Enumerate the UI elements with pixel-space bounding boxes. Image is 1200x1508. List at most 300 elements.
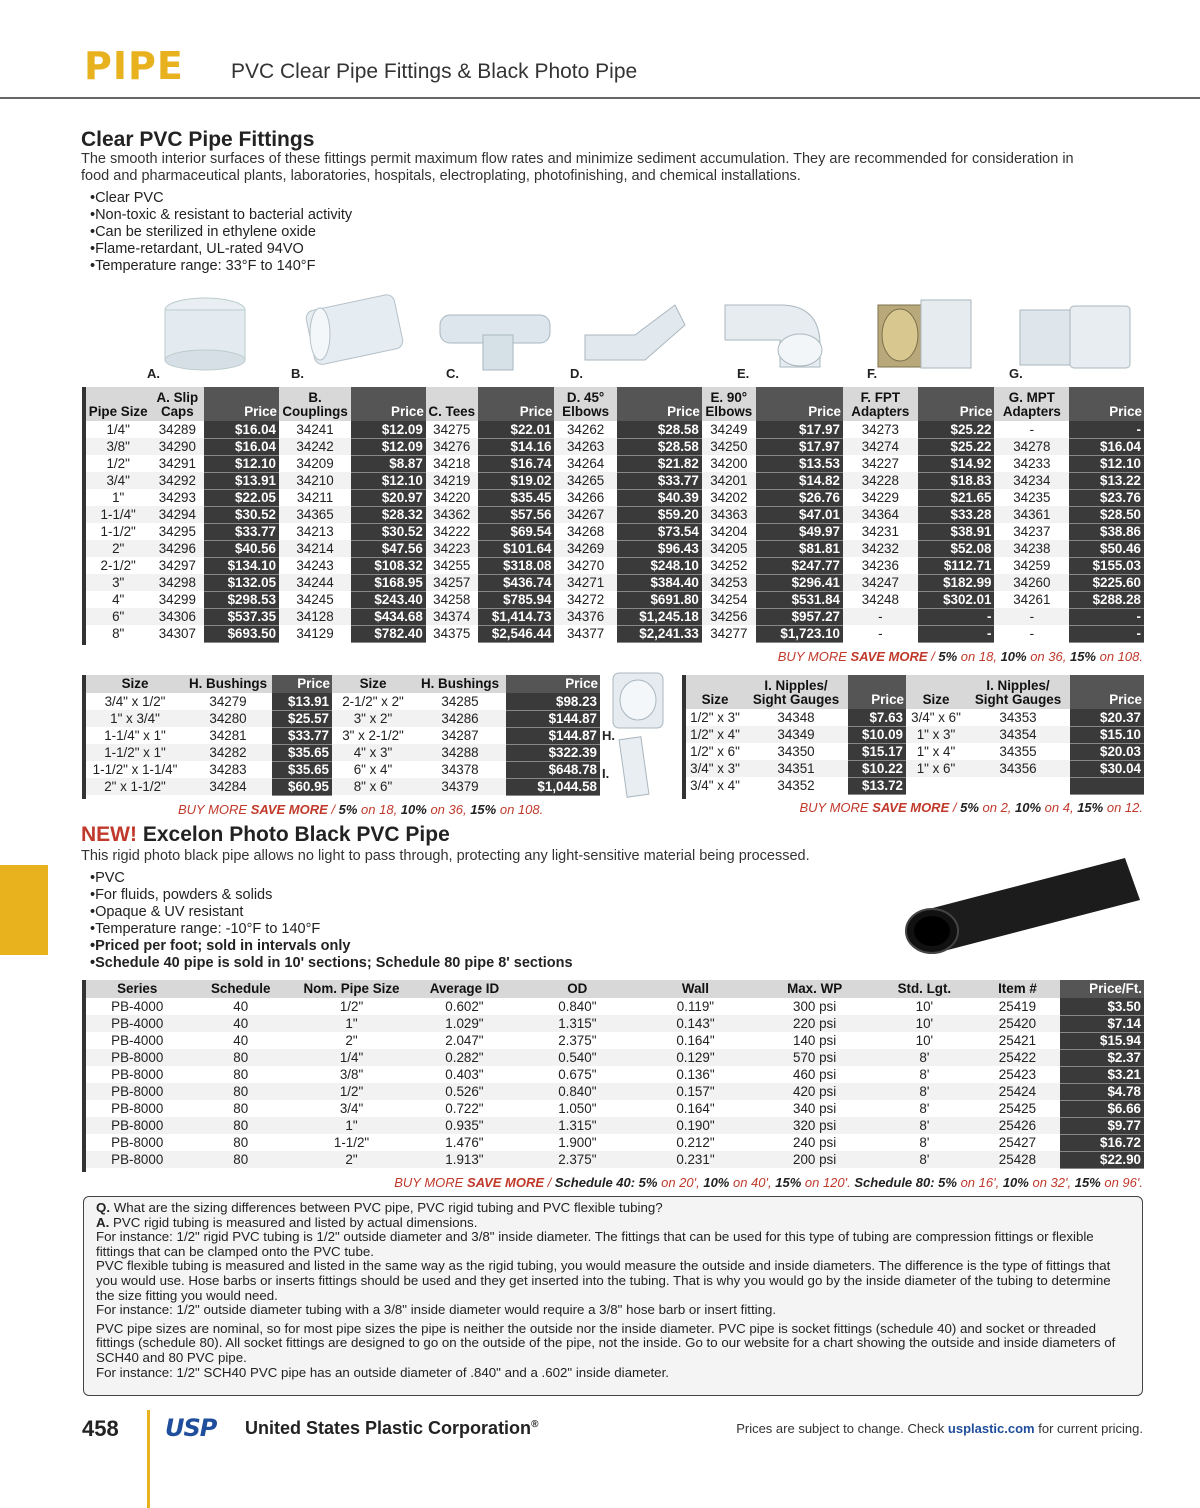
table-cell: 34375 [433,626,471,641]
clear-fittings-intro: The smooth interior surfaces of these fittings permit maximum flow rates and minimize sediment accumulation. They are recommended for consideration in food and pharmaceutical plants, laboratories, hospitals, electroplating, photofinishing, and chemical installations. [81,151,1074,184]
table-cell: 340 psi [793,1101,837,1116]
company-name [245,1418,538,1439]
table-cell: $243.40 [351,591,426,608]
table-cell: $648.78 [506,761,600,778]
fitting-label: D. [570,366,583,381]
qa-q-label: Q. [96,1200,111,1215]
qa-p1: For instance: 1/2" rigid PVC tubing is 1/2" outside diameter and 3/8" inside diameter. The fittings that can be used for this type of tubing are compression fittings or flexible fittings that can be clamped onto the PVC tube. [96,1229,1094,1259]
table-cell: 8" [112,626,125,641]
table-row [86,489,1144,506]
table-cell: 34278 [994,438,1069,455]
table-cell: 420 psi [755,1083,874,1100]
qa-p5: For instance: 1/2" SCH40 PVC pipe has an outside diameter of .840" and a .602" inside diameter. [96,1364,669,1380]
table-cell: 0.840" [558,999,597,1014]
table-cell: PB-8000 [86,1151,188,1168]
table-header: Max. WP [755,980,874,998]
table-cell: 34205 [702,540,756,557]
table-row [86,693,600,710]
table-cell: 80 [188,1117,293,1134]
bullet-item: • Temperature range: 33°F to 140°F [90,258,352,275]
table-cell: 34293 [158,490,196,505]
table-cell: $10.09 [848,726,906,743]
table-cell: $782.40 [351,625,426,642]
table-cell: $38.86 [1069,523,1144,540]
buy-more-part: / [927,649,939,664]
qa-answer [96,1216,1130,1231]
table-cell: 2" x 1-1/2" [86,778,184,795]
table-cell: $98.23 [506,693,600,710]
table-cell: 0.136" [676,1067,715,1082]
table-cell: 1-1/4" [86,506,150,523]
table-cell: 8" x 6" [332,778,414,795]
table-cell: 1" x 3/4" [86,710,184,727]
table-cell: $20.97 [351,489,426,506]
table-cell: 320 psi [755,1117,874,1134]
table-cell: 34232 [843,540,918,557]
table-cell: 4" x 3" [332,744,414,761]
table-cell: 34264 [566,456,605,471]
bushings-buy-more-note [178,802,543,817]
table-cell: PB-8000 [86,1083,188,1100]
table-row [686,777,1144,794]
table-cell: 3/8" [339,1067,364,1082]
table-cell: $4.78 [1060,1083,1144,1100]
table-cell: 8' [874,1083,974,1100]
buy-more-part: Schedule 80: 5% [854,1175,957,1190]
table-cell: $35.65 [272,761,332,778]
table-header: Price [204,387,279,421]
table-cell: - [1029,422,1035,437]
table-cell: 140 psi [793,1033,837,1048]
clear-fittings-title: Clear PVC Pipe Fittings [81,128,315,151]
table-header: G. MPT Adapters [994,387,1069,421]
buy-more-part: BUY MORE [799,800,873,815]
table-cell: $182.99 [918,574,995,591]
table-row [86,608,1144,625]
table-cell: 25426 [975,1117,1061,1134]
buy-more-part: BUY MORE [178,802,251,817]
buy-more-part: on 12. [1103,800,1143,815]
table-cell: 1/4" [106,422,130,437]
table-cell: 1-1/2" [333,1135,370,1150]
qa-box [83,1196,1143,1396]
table-cell: 0.157" [636,1083,755,1100]
table-cell: 34299 [158,592,196,607]
table-row [86,1049,1144,1066]
table-cell: $12.09 [351,421,426,438]
table-cell: 34363 [702,506,756,523]
table-cell: $30.52 [351,523,426,540]
table-cell: 0.119" [676,999,715,1014]
table-cell: $22.01 [478,421,555,438]
table-cell: 8' [874,1151,974,1168]
table-header: Pipe Size [86,387,150,421]
table-row [86,574,1144,591]
table-cell: 34238 [994,540,1069,557]
table-cell: 0.164" [676,1033,715,1048]
fitting-label: G. [1009,366,1023,381]
table-cell: 34276 [426,438,478,455]
table-cell: 34291 [158,456,196,471]
table-cell: 80 [233,1101,249,1116]
table-cell: 34270 [566,558,605,573]
table-cell [1070,777,1144,794]
website-link[interactable]: usplastic.com [947,1421,1035,1436]
table-cell: $30.52 [204,506,279,523]
table-header: Item # [975,980,1061,998]
table-cell: 34377 [566,626,605,641]
table-cell: 1/2" x 4" [686,726,744,743]
tee-image [435,300,555,375]
table-cell: 1" x 4" [916,744,956,759]
table-cell: 34227 [861,456,899,471]
table-cell: $785.94 [478,591,555,608]
table-cell: 34374 [426,608,478,625]
table-row [86,744,600,761]
table-cell: $33.77 [272,727,332,744]
table-cell: 34275 [433,422,471,437]
table-cell: $132.05 [204,574,279,591]
table-cell: $3.21 [1060,1066,1144,1083]
table-cell: $12.10 [351,472,426,489]
table-cell: 34289 [158,422,196,437]
table-cell: $14.16 [478,438,555,455]
table-cell: 200 psi [755,1151,874,1168]
table-cell: 34376 [554,608,616,625]
table-cell: 25428 [975,1151,1061,1168]
table-cell: $101.64 [478,540,555,557]
table-cell: 34268 [566,524,605,539]
table-cell: $33.77 [204,523,279,540]
buy-more-part: on 36, [1026,649,1070,664]
table-cell: $22.05 [204,489,279,506]
table-cell: $144.87 [506,727,600,744]
pricing-note-a: Prices are subject to change. Check [736,1421,948,1436]
buy-more-part: 15% [1069,649,1096,664]
table-cell: $18.83 [918,472,995,489]
table-row [86,998,1144,1015]
table-header: Size [332,675,414,693]
table-cell: 0.526" [410,1083,519,1100]
table-cell: 1" [293,1117,410,1134]
buy-more-part: BUY MORE [777,649,851,664]
table-cell: 34279 [209,694,247,709]
coupling-image [300,292,410,372]
nipples-table [686,675,1144,795]
table-header: I. Nipples/ Sight Gauges [966,675,1070,709]
table-header: I. Nipples/ Sight Gauges [744,675,848,709]
bullet-item: • For fluids, powders & solids [90,887,573,904]
table-cell: $10.22 [848,760,906,777]
fitting-label: F. [867,366,878,381]
buy-more-part: on 4, [1041,800,1078,815]
table-cell: 34258 [433,592,471,607]
buy-more-part: on 108. [1096,649,1143,664]
table-cell: 34348 [777,710,815,725]
table-row [86,1100,1144,1117]
table-cell: 1.900" [558,1135,597,1150]
table-cell: $693.50 [204,625,279,642]
bullet-item: • Temperature range: -10°F to 140°F [90,921,573,938]
table-cell: 34271 [554,574,616,591]
buy-more-part: on 40', [729,1175,776,1190]
table-cell: 34266 [566,490,605,505]
table-cell: $322.39 [506,744,600,761]
table-cell: 1/2" x 3" [690,710,740,725]
buy-more-part: 15% [1077,800,1104,815]
buy-more-part: 10% [1000,649,1027,664]
table-cell: 34378 [441,762,479,777]
table-cell: $25.57 [272,710,332,727]
table-row [86,761,600,778]
table-cell: $2.37 [1060,1049,1144,1066]
table-row [86,727,600,744]
table-header: Size [906,675,966,709]
table-cell: 34261 [1013,592,1051,607]
table-cell: $13.91 [204,472,279,489]
nipples-buy-more-note [799,800,1143,815]
table-cell: 25425 [998,1101,1037,1116]
buy-more-part: 15% [1074,1175,1101,1190]
table-cell: 80 [188,1151,293,1168]
table-cell: $21.65 [918,489,995,506]
table-cell: 34237 [1013,524,1051,539]
table-header: Size [686,675,744,709]
page-number: 458 [82,1416,119,1441]
table-cell: 1" [112,490,125,505]
table-cell: $248.10 [617,557,702,574]
table-cell: 1-1/2" [100,524,136,539]
table-cell: $69.54 [478,523,555,540]
table-header: A. Slip Caps [150,387,204,421]
table-cell: 8' [874,1049,974,1066]
table-cell: $298.53 [204,591,279,608]
buy-more-part: on 16', [956,1175,1003,1190]
table-cell: 2.047" [445,1033,484,1048]
table-cell: 34350 [777,744,815,759]
table-cell: $17.97 [756,421,843,438]
table-row [86,1015,1144,1032]
table-cell: $15.10 [1070,726,1144,743]
table-cell: 2-1/2" [100,558,136,573]
table-cell: $28.58 [617,438,702,455]
bullet-item: • Can be sterilized in ethylene oxide [90,224,352,241]
table-cell: $57.56 [478,506,555,523]
buy-more-part: on 32', [1028,1175,1075,1190]
bullet-item: • Opaque & UV resistant [90,904,573,921]
table-cell: $537.35 [204,608,279,625]
table-cell: 1/2" [106,456,130,471]
table-cell: 34285 [441,694,479,709]
label-i: I. [602,766,610,781]
table-cell: 2" [86,540,150,557]
table-cell: 34253 [702,574,756,591]
table-cell: 240 psi [793,1135,837,1150]
black-pipe-title-text: Excelon Photo Black PVC Pipe [137,823,450,846]
table-cell: $134.10 [204,557,279,574]
table-cell: $225.60 [1069,574,1144,591]
table-row [86,421,1144,438]
table-cell: 0.129" [636,1049,755,1066]
table-cell: 34243 [296,558,334,573]
table-header: Price [1069,387,1144,421]
table-cell: 34211 [296,490,334,505]
bullet-item: • PVC [90,870,573,887]
buy-more-part: on 36, [426,802,471,817]
table-cell: 34256 [702,608,756,625]
buy-more-part: / [544,1175,555,1190]
buy-more-part: Schedule 40: 5% [554,1175,658,1190]
table-cell: 0.282" [410,1049,519,1066]
table-cell: 10' [915,1033,934,1048]
table-cell: $17.97 [756,438,843,455]
table-cell: $288.28 [1069,591,1144,608]
table-cell: 34249 [710,422,748,437]
table-cell: $13.91 [272,693,332,710]
table-cell: 34273 [861,422,899,437]
buy-more-part: 10% [1015,800,1042,815]
table-cell: $13.53 [756,455,843,472]
bushing-nipple-image [605,668,675,798]
table-cell: 34356 [966,760,1070,777]
table-cell: 34259 [1013,558,1051,573]
registered-mark: ® [531,1419,539,1430]
table-cell: $49.97 [756,523,843,540]
table-cell: 34242 [279,438,351,455]
table-cell: 34233 [1013,456,1051,471]
table-cell [966,777,1070,794]
table-cell: $12.09 [351,438,426,455]
table-cell: $531.84 [756,591,843,608]
table-cell: 10' [874,1015,974,1032]
table-row [686,743,1144,760]
table-cell: $16.04 [204,438,279,455]
table-cell: 34255 [433,558,471,573]
table-cell: $23.76 [1069,489,1144,506]
table-cell: 220 psi [755,1015,874,1032]
qa-p4: PVC pipe sizes are nominal, so for most pipe sizes the pipe is neither the outside nor the inside diameter. PVC pipe is socket fittings (schedule 40) and socket or threaded fittings (schedule 80). All socket fittings are designed to go on the outside of the pipe, not the inside. Go to our website for a chart showing the outside and inside diameters of SCH40 and 80 PVC pipe. [96,1320,1116,1365]
table-cell: 1-1/4" x 1" [104,728,166,743]
table-cell: $81.81 [756,540,843,557]
clear-bullets [90,190,352,275]
table-cell: $9.77 [1060,1117,1144,1134]
table-cell: 80 [188,1049,293,1066]
table-cell: - [994,608,1069,625]
fittings-table [86,387,1144,643]
buy-more-part: 10% [1002,1175,1029,1190]
table-header: Price [848,675,906,709]
table-cell: 8' [919,1101,930,1116]
table-cell: $3.50 [1060,998,1144,1015]
new-badge: NEW! [81,823,137,846]
bullet-item: • Non-toxic & resistant to bacterial activity [90,207,352,224]
table-cell: $12.10 [204,455,279,472]
table-cell: 34297 [158,558,196,573]
table-cell: 34204 [710,524,748,539]
table-cell: $16.04 [204,421,279,438]
bullet-item-bold: • Schedule 40 pipe is sold in 10' sections; Schedule 80 pipe 8' sections [90,955,573,972]
table-cell: $96.43 [617,540,702,557]
section-title: PIPE [84,44,184,88]
table-cell: $15.94 [1060,1032,1144,1049]
table-cell: 25420 [975,1015,1061,1032]
table-cell: PB-8000 [111,1067,164,1082]
table-cell: 300 psi [793,999,837,1014]
table-cell: $47.01 [756,506,843,523]
table-cell: $33.28 [918,506,995,523]
table-cell: 34222 [433,524,471,539]
table-cell: $59.20 [617,506,702,523]
table-cell: 34260 [994,574,1069,591]
table-cell: 34362 [426,506,478,523]
table-cell: 34364 [843,506,918,523]
black-pipe-title [81,823,450,847]
table-header: Price [478,387,555,421]
table-cell: $28.58 [617,421,702,438]
table-cell: $22.90 [1060,1151,1144,1168]
qa-a-text: PVC rigid tubing is measured and listed by actual dimensions. [109,1214,478,1230]
table-cell: 34354 [966,726,1070,743]
table-cell: 1.315" [519,1117,636,1134]
table-cell: 34210 [279,472,351,489]
table-cell: - [918,625,995,642]
table-cell: 34252 [710,558,748,573]
page-subtitle: PVC Clear Pipe Fittings & Black Photo Pipe [231,60,638,83]
table-cell: $318.08 [478,557,555,574]
table-cell: 570 psi [755,1049,874,1066]
table-cell: 0.143" [636,1015,755,1032]
table-cell: 34280 [184,710,272,727]
table-cell: $112.71 [918,557,995,574]
table-cell: $1,723.10 [756,625,843,642]
table-header: H. Bushings [414,675,506,693]
table-row [86,1032,1144,1049]
table-row [86,523,1144,540]
table-cell: 34231 [861,524,899,539]
table-row [86,455,1144,472]
table-cell: PB-4000 [111,999,164,1014]
table-row [86,1117,1144,1134]
table-cell: $7.63 [848,709,906,726]
table-cell: 40 [188,1015,293,1032]
table-cell: 34241 [296,422,334,437]
table-header: Wall [636,980,755,998]
table-cell: 3" x 2-1/2" [342,728,404,743]
table-cell: 34234 [994,472,1069,489]
table-cell: 25421 [998,1033,1037,1048]
table-cell: 34306 [150,608,204,625]
table-cell: 34353 [999,710,1037,725]
table-header: E. 90° Elbows [702,387,756,421]
table-cell: 40 [233,1033,249,1048]
table-cell: 0.231" [636,1151,755,1168]
qa-question [96,1201,1130,1216]
table-row [86,472,1144,489]
table-cell: 2.375" [519,1151,636,1168]
table-header: Price/Ft. [1060,980,1144,998]
table-cell: 3/4" x 3" [686,760,744,777]
table-cell: 34286 [414,710,506,727]
table-cell: 34220 [433,490,471,505]
table-cell: 2-1/2" x 2" [342,694,404,709]
table-header: F. FPT Adapters [843,387,918,421]
buy-more-part: BUY MORE [394,1175,467,1190]
table-cell: 34128 [279,608,351,625]
black-pipe-bullets [90,870,573,972]
table-cell: 34269 [554,540,616,557]
fitting-label: C. [446,366,459,381]
table-cell: 34355 [999,744,1037,759]
